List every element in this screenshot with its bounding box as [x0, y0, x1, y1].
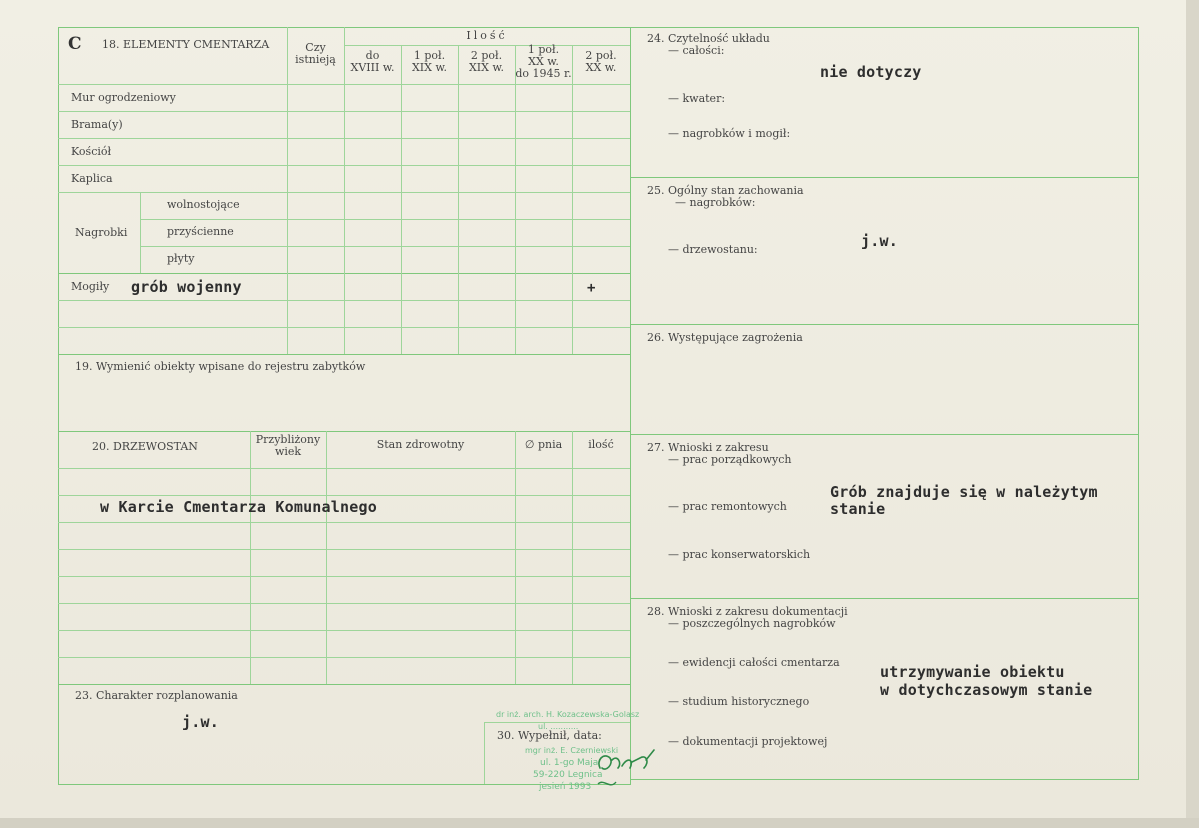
stamp-line-5: 59-220 Legnica: [533, 770, 603, 780]
section-27-label: 27. Wnioski z zakresu: [647, 441, 769, 454]
signature: [594, 738, 658, 790]
row-gate: Brama(y): [71, 118, 123, 131]
row-chapel: Kaplica: [71, 172, 113, 185]
period-3-header: 2 poł. XIX w.: [468, 49, 505, 74]
section-30-label: 30. Wypełnił, data:: [497, 729, 602, 742]
s28-value-line1: utrzymywanie obiektu: [880, 663, 1065, 681]
graves-freestanding: wolnostojące: [167, 198, 240, 211]
stamp-line-3: mgr inż. E. Czerniewski: [525, 746, 619, 755]
period-5-header: 2 poł. XX w.: [585, 49, 617, 74]
s24-item-quarters: — kwater:: [668, 92, 726, 105]
layout-character-value: j.w.: [182, 713, 219, 731]
row-tombs: Mogiły: [71, 280, 110, 293]
s27-value-line2: stanie: [830, 500, 886, 518]
stamp-line-2: ul. ...........: [538, 722, 579, 731]
page-edge-right: [1186, 0, 1199, 828]
section-24-label: 24. Czytelność układu: [647, 32, 770, 45]
col-trunk-header: ∅ pnia: [524, 438, 563, 451]
s28-item-history: — studium historycznego: [668, 695, 810, 708]
s25-item-graves: — nagrobków:: [675, 196, 756, 209]
col-quantity-header: Ilość: [466, 29, 508, 42]
period-2-header: 1 poł. XIX w.: [411, 49, 448, 74]
row-church: Kościół: [71, 145, 112, 158]
tombs-value: grób wojenny: [131, 278, 242, 296]
section-23-label: 23. Charakter rozplanowania: [75, 689, 238, 702]
row-graves: Nagrobki: [75, 226, 128, 239]
s25-value: j.w.: [861, 232, 898, 250]
stamp-line-6: jesień 1993: [539, 782, 592, 792]
s24-item-graves: — nagrobków i mogił:: [668, 127, 791, 140]
section-letter: C: [68, 34, 82, 54]
tombs-mark: +: [587, 280, 596, 296]
section-26-label: 26. Występujące zagrożenia: [647, 331, 803, 344]
page-edge-bottom: [0, 818, 1199, 828]
period-1-header: do XVIII w.: [350, 49, 395, 74]
col-age-header: Przybliżony wiek: [255, 433, 321, 458]
section-25-label: 25. Ogólny stan zachowania: [647, 184, 804, 197]
s24-value: nie dotyczy: [820, 63, 922, 81]
section-18-title: 18. ELEMENTY CMENTARZA: [102, 38, 270, 51]
section-20-label: 20. DRZEWOSTAN: [92, 440, 198, 453]
s28-item-graves: — poszczególnych nagrobków: [668, 617, 836, 630]
col-count-header: ilość: [588, 438, 614, 451]
stamp-line-4: ul. 1-go Maja: [540, 758, 599, 768]
tree-stand-value: w Karcie Cmentarza Komunalnego: [100, 498, 377, 516]
s27-value-line1: Grób znajduje się w należytym: [830, 483, 1098, 501]
s27-item-conservation: — prac konserwatorskich: [668, 548, 811, 561]
s25-item-trees: — drzewostanu:: [668, 243, 758, 256]
s28-item-records: — ewidencji całości cmentarza: [668, 656, 840, 669]
col-exists-header: Czy istnieją: [295, 41, 336, 66]
graves-wall: przyścienne: [167, 225, 234, 238]
col-health-header: Stan zdrowotny: [376, 438, 465, 451]
section-19-label: 19. Wymienić obiekty wpisane do rejestru zabytków: [75, 360, 366, 373]
s27-item-cleanup: — prac porządkowych: [668, 453, 792, 466]
row-wall: Mur ogrodzeniowy: [71, 91, 176, 104]
stamp-line-1: dr inż. arch. H. Kozaczewska-Golasz: [496, 710, 640, 719]
s27-item-repair: — prac remontowych: [668, 500, 787, 513]
section-28-label: 28. Wnioski z zakresu dokumentacji: [647, 605, 848, 618]
s24-item-whole: — całości:: [668, 44, 725, 57]
s28-item-design: — dokumentacji projektowej: [668, 735, 828, 748]
graves-slabs: płyty: [167, 252, 195, 265]
period-4-header: 1 poł. XX w. do 1945 r.: [515, 43, 572, 80]
s28-value-line2: w dotychczasowym stanie: [880, 681, 1093, 699]
